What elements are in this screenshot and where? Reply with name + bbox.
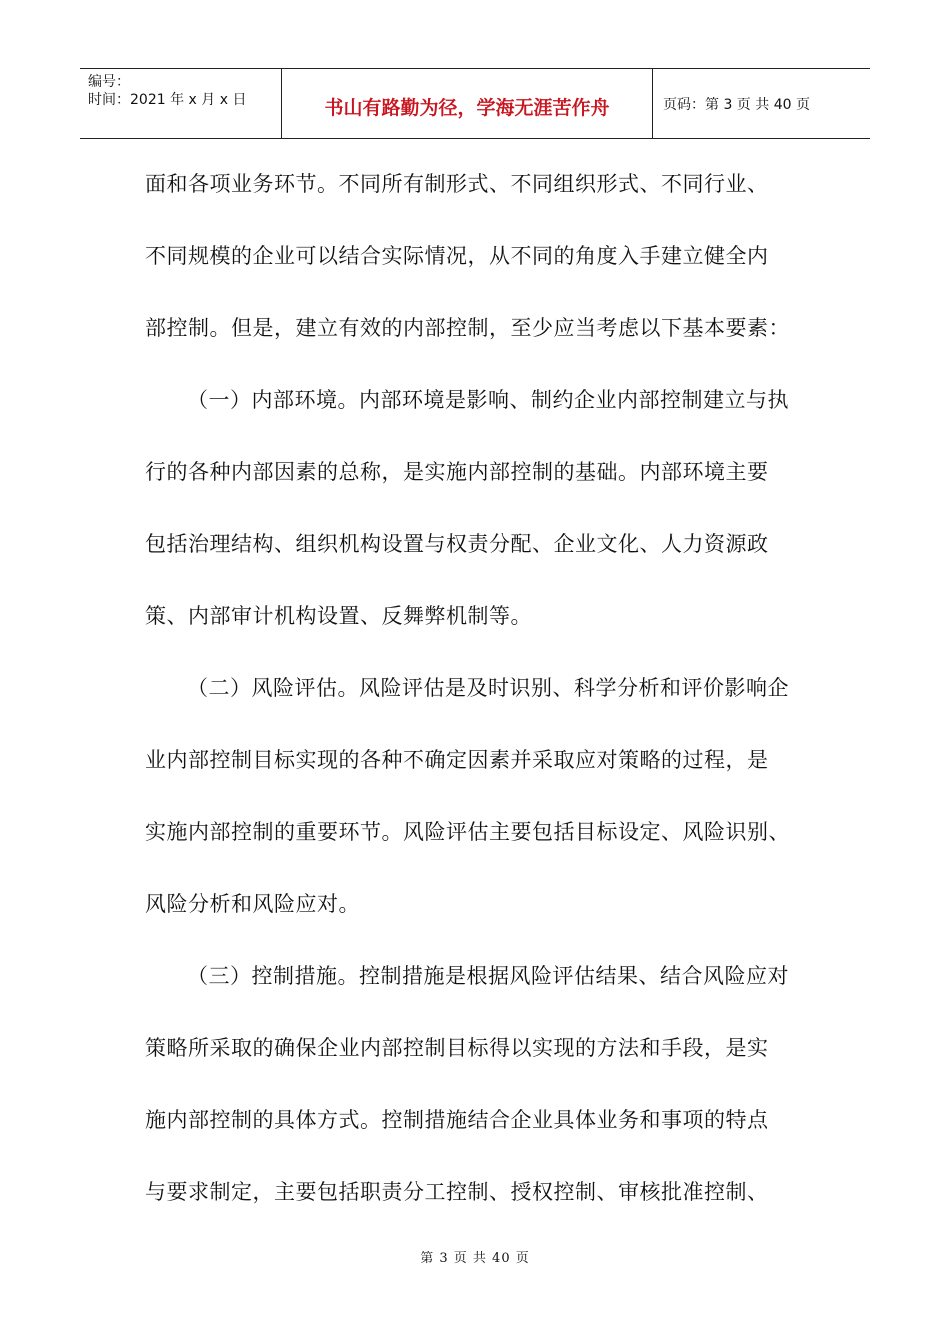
header-motto: 书山有路勤为径，学海无涯苦作舟 <box>324 97 610 119</box>
document-number-label: 编号： <box>88 74 130 90</box>
document-body <box>145 158 835 1238</box>
page-footer: 第 3 页 共 40 页 <box>420 1251 530 1266</box>
paragraph-start-line: （三）控制措施。控制措施是根据风险评估结果、结合风险应对 <box>187 964 789 988</box>
header-page-cell <box>653 69 870 138</box>
body-line: 包括治理结构、组织机构设置与权责分配、企业文化、人力资源政 <box>145 532 769 556</box>
body-line: 策略所采取的确保企业内部控制目标得以实现的方法和手段，是实 <box>145 1036 769 1060</box>
body-line: 业内部控制目标实现的各种不确定因素并采取应对策略的过程，是 <box>145 748 769 772</box>
page-header <box>80 68 870 139</box>
body-line: 行的各种内部因素的总称，是实施内部控制的基础。内部环境主要 <box>145 460 769 484</box>
header-meta-cell <box>80 69 282 138</box>
document-date: 时间：2021 年 x 月 x 日 <box>88 92 247 108</box>
paragraph-start-line: （一）内部环境。内部环境是影响、制约企业内部控制建立与执 <box>187 388 789 412</box>
header-page-info: 页码：第 3 页 共 40 页 <box>663 97 810 113</box>
body-line: 风险分析和风险应对。 <box>145 892 360 916</box>
header-motto-cell <box>282 69 653 138</box>
body-line: 部控制。但是，建立有效的内部控制，至少应当考虑以下基本要素： <box>145 316 790 340</box>
body-line: 与要求制定，主要包括职责分工控制、授权控制、审核批准控制、 <box>145 1180 769 1204</box>
body-line: 不同规模的企业可以结合实际情况，从不同的角度入手建立健全内 <box>145 244 769 268</box>
body-line: 面和各项业务环节。不同所有制形式、不同组织形式、不同行业、 <box>145 172 769 196</box>
body-line: 策、内部审计机构设置、反舞弊机制等。 <box>145 604 532 628</box>
body-line: 施内部控制的具体方式。控制措施结合企业具体业务和事项的特点 <box>145 1108 769 1132</box>
paragraph-start-line: （二）风险评估。风险评估是及时识别、科学分析和评价影响企 <box>187 676 789 700</box>
body-line: 实施内部控制的重要环节。风险评估主要包括目标设定、风险识别、 <box>145 820 790 844</box>
